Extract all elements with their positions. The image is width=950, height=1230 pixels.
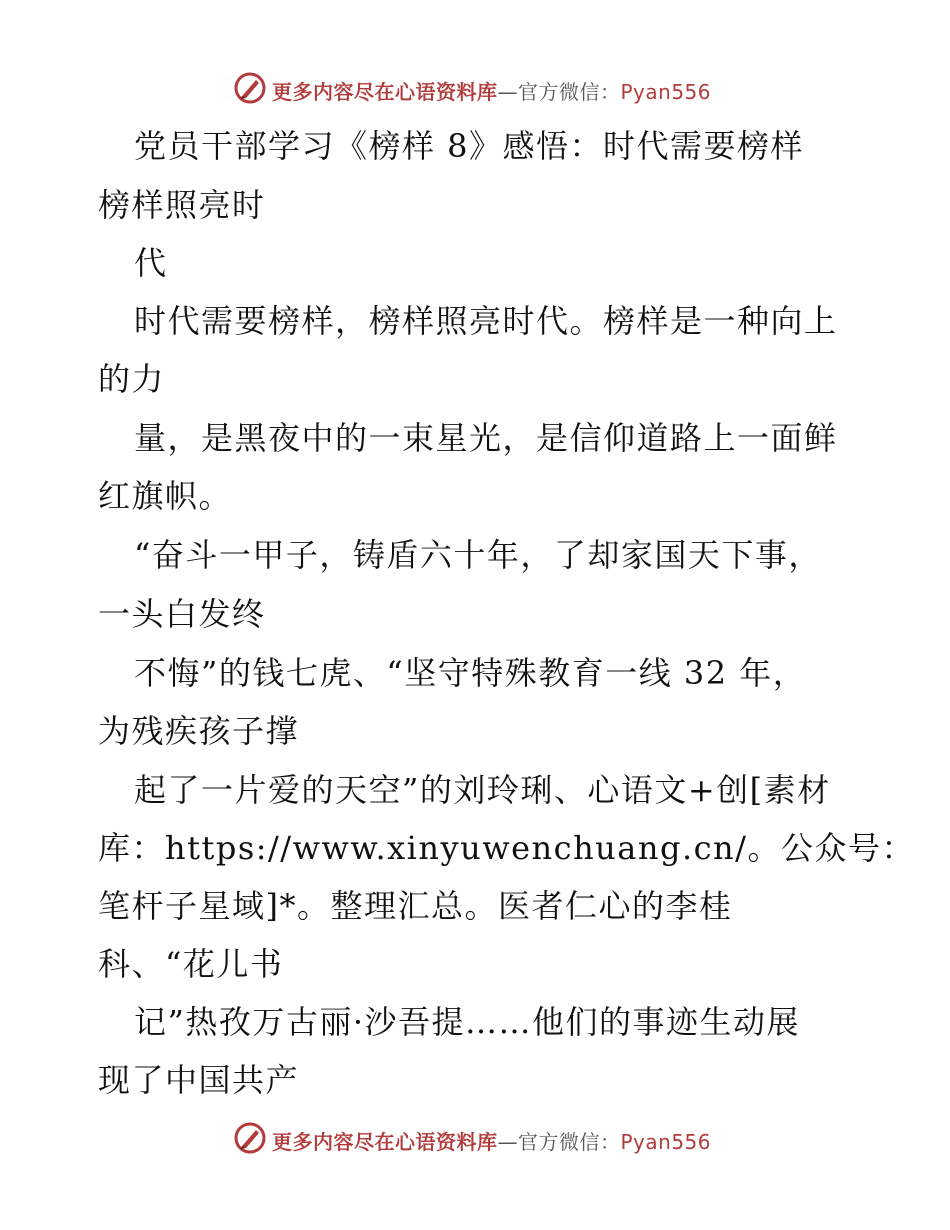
doc-line: “奋斗一甲子，铸盾六十年，了却家国天下事， — [134, 536, 822, 574]
doc-line: 量，是黑夜中的一束星光，是信仰道路上一面鲜 — [134, 419, 838, 457]
doc-line: 时代需要榜样，榜样照亮时代。榜样是一种向上 — [134, 302, 838, 340]
footer-brand: 更多内容尽在心语资料库 — [272, 1130, 498, 1154]
doc-line: 党员干部学习《榜样 8》感悟：时代需要榜样 — [134, 127, 805, 165]
doc-line: 科、“花儿书 — [98, 945, 284, 983]
doc-line: 一头白发终 — [98, 595, 266, 633]
pen-logo-icon — [234, 72, 266, 104]
doc-line: 红旗帜。 — [98, 477, 233, 515]
doc-line: 为残疾孩子撑 — [98, 712, 300, 750]
doc-line: 笔杆子星域]*。整理汇总。医者仁心的李桂 — [98, 887, 733, 925]
header-brand: 更多内容尽在心语资料库 — [272, 80, 498, 104]
doc-line: 的力 — [98, 360, 166, 398]
doc-line: 现了中国共产 — [98, 1061, 300, 1099]
footer-text — [272, 1126, 711, 1155]
doc-line: 起了一片爱的天空”的刘玲琍、心语文+创[素材 — [134, 771, 831, 809]
header-wechat-id: Pyan556 — [620, 80, 712, 104]
page-header — [0, 72, 950, 108]
header-text — [272, 76, 711, 105]
doc-line: 代 — [134, 244, 168, 282]
pen-logo-icon — [234, 1122, 266, 1154]
header-sep: —官方微信： — [497, 80, 621, 104]
doc-line: 不悔”的钱七虎、“坚守特殊教育一线 32 年， — [134, 654, 807, 692]
doc-line: 库：https://www.xinyuwenchuang.cn/。公众号： — [98, 829, 915, 867]
footer-wechat-id: Pyan556 — [620, 1130, 712, 1154]
doc-line: 榜样照亮时 — [98, 186, 266, 224]
page-footer — [0, 1122, 950, 1158]
footer-sep: —官方微信： — [497, 1130, 621, 1154]
doc-line: 记”热孜万古丽·沙吾提……他们的事迹生动展 — [134, 1003, 801, 1041]
